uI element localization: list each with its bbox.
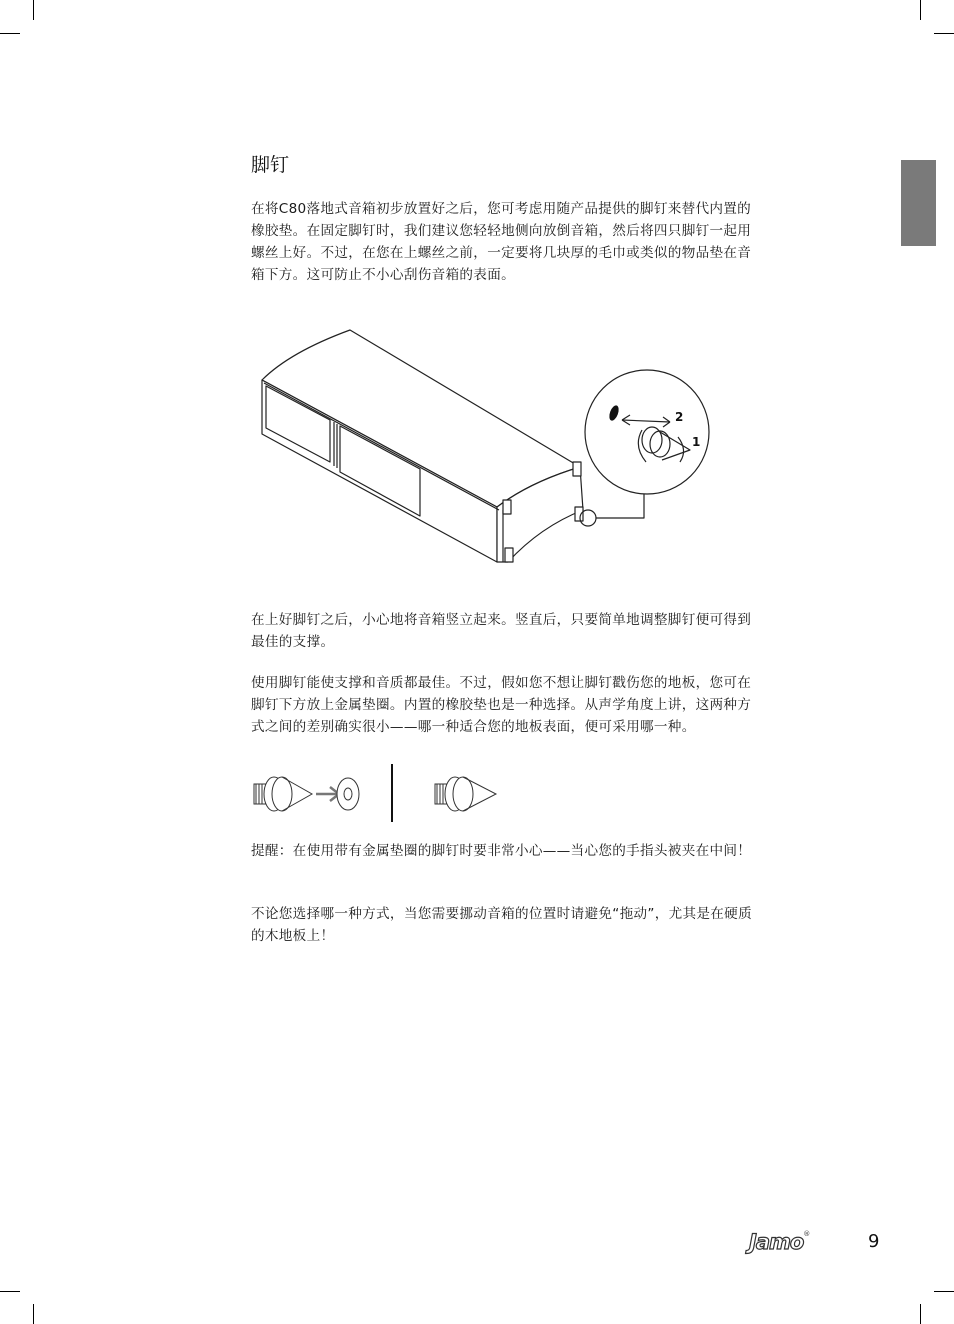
speaker-spike-illustration: [250, 322, 720, 574]
warning-paragraph: 提醒：在使用带有金属垫圈的脚钉时要非常小心——当心您的手指头被夹在中间！: [251, 843, 752, 859]
language-tab-marker: [901, 160, 936, 246]
step-one-label: 1: [692, 435, 701, 449]
brand-wordmark: Jamo: [749, 1230, 804, 1254]
dragging-paragraph: 不论您选择哪一种方式，当您需要挪动音箱的位置时请避免“拖动”，尤其是在硬质的木地板上！: [251, 906, 752, 944]
page-number: 9: [868, 1231, 880, 1252]
spike-washer-illustration: [248, 760, 508, 826]
section-title: 脚钉: [251, 154, 290, 176]
crop-mark: [920, 0, 921, 20]
intro-paragraph: 在将C80落地式音箱初步放置好之后，您可考虑用随产品提供的脚钉来替代内置的橡胶垫。在固定脚钉时，我们建议您轻轻地侧向放倒音箱，然后将四只脚钉一起用螺丝上好。不过，在您在上螺丝之前，一定要将几块厚的毛巾或类似的物品垫在音箱下方。这可防止不小心刮伤音箱的表面。: [251, 201, 752, 283]
crop-mark: [920, 1304, 921, 1324]
crop-mark: [934, 1291, 954, 1292]
step-two-label: 2: [675, 410, 684, 424]
upright-paragraph: 在上好脚钉之后，小心地将音箱竖立起来。竖直后，只要简单地调整脚钉便可得到最佳的支撑。: [251, 612, 752, 650]
jamo-logo: [749, 1230, 810, 1254]
options-paragraph: 使用脚钉能使支撑和音质都最佳。不过，假如您不想让脚钉戳伤您的地板，您可在脚钉下方放上金属垫圈。内置的橡胶垫也是一种选择。从声学角度上讲，这两种方式之间的差别确实很小——哪一种适合您的地板表面，便可采用哪一种。: [251, 675, 752, 735]
registered-mark: ®: [803, 1230, 811, 1238]
crop-mark: [33, 0, 34, 20]
crop-mark: [0, 1291, 20, 1292]
crop-mark: [0, 33, 20, 34]
crop-mark: [33, 1304, 34, 1324]
crop-mark: [934, 33, 954, 34]
